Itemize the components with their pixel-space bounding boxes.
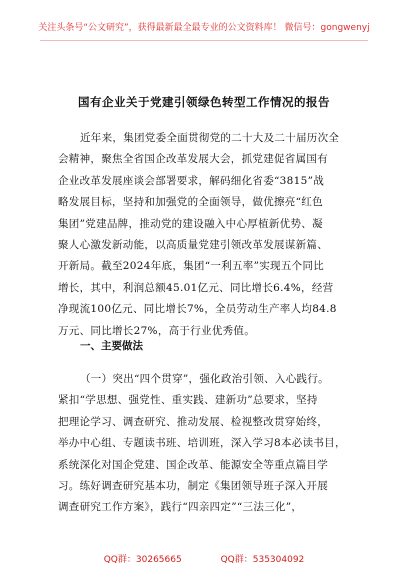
header-divider bbox=[40, 40, 368, 41]
qq-group-2: QQ群：535304092 bbox=[220, 555, 305, 565]
top-banner: 关注头条号“公文研究”，获得最新最全最专业的公文资料库！ 微信号：gongwenyj bbox=[38, 23, 370, 33]
paragraph-line: 习。练好调查研究基本功，制定《集团领导班子深入开展 bbox=[58, 480, 328, 493]
document-title: 国有企业关于党建引领绿色转型工作情况的报告 bbox=[78, 95, 330, 109]
paragraph-line: 聚人心激发新动能，以高质量党建引领改革发展谋新篇、 bbox=[58, 239, 328, 252]
paragraph-line: 增长，其中，利润总额45.01亿元、同比增长6.4%，经营 bbox=[58, 281, 334, 294]
paragraph-line: 集团”党建品牌，推动党的建设融入中心厚植新优势、凝 bbox=[58, 217, 323, 230]
paragraph-line: 举办中心组、专题读书班、培训班，深入学习8本必读书目， bbox=[58, 437, 346, 450]
intro-paragraph bbox=[58, 128, 350, 342]
footer-contact bbox=[0, 552, 408, 565]
paragraph-line: 略发展目标，坚持和加强党的全面领导，做优擦亮“红色 bbox=[58, 196, 323, 209]
paragraph-line: 开新局。截至2024年底，集团“一利五率”实现五个同比 bbox=[58, 260, 325, 273]
paragraph-line: 万元、同比增长27%，高于行业优秀值。 bbox=[58, 324, 256, 337]
section-heading: 一、主要做法 bbox=[80, 340, 143, 352]
paragraph-line: 净现流100亿元、同比增长7%，全员劳动生产率人均84.8 bbox=[58, 303, 337, 316]
paragraph-line: 系统深化对国企党建、国企改革、能源安全等重点篇目学 bbox=[58, 458, 328, 471]
paragraph-line: 企业改革发展座谈会部署要求，解码细化省委“3815”战 bbox=[58, 174, 325, 187]
qq-group-1: QQ群：30265665 bbox=[103, 555, 182, 565]
paragraph-line: （一）突出“四个贯穿”，强化政治引领、入心践行。 bbox=[80, 373, 329, 385]
section-paragraph bbox=[58, 369, 350, 519]
paragraph-line: 调查研究工作方案》，践行“四亲四定”“三法三化”， bbox=[58, 501, 303, 514]
paragraph-line: 把理论学习、调查研究、推动发展、检视整改贯穿始终， bbox=[58, 415, 328, 428]
paragraph-line: 会精神，聚焦全省国企改革发展大会，抓党建促省属国有 bbox=[58, 153, 328, 166]
paragraph-line: 紧扣“学思想、强党性、重实践、建新功”总要求，坚持 bbox=[58, 394, 318, 407]
paragraph-line: 近年来，集团党委全面贯彻党的二十大及二十届历次全 bbox=[80, 132, 340, 144]
